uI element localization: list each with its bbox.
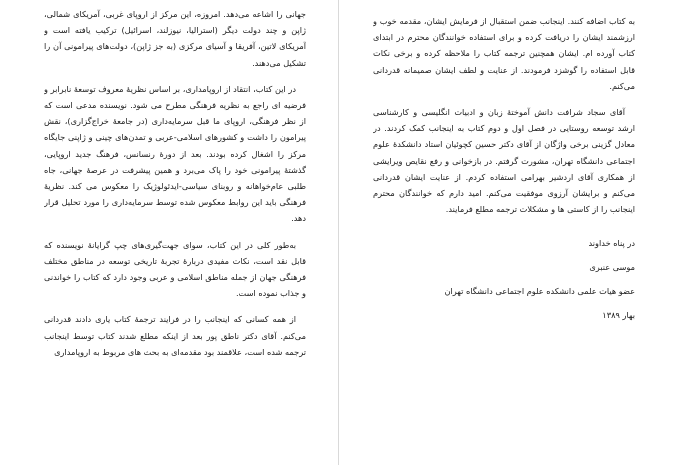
left-paragraph-3: به‌طور کلی در این کتاب، سوای جهت‌گیری‌های چپ گرایانهٔ نویسنده که قابل نقد است، نکات مفیدی دربارهٔ تجربهٔ تاریخی توسعه در مناطق مختلف فرهنگی جهان از جمله مناطق اسلامی و عربی وجود دارد که کتاب را خواندنی و جذاب نموده است.: [44, 239, 306, 299]
right-paragraph-2: آقای سجاد شرافت دانش آموختهٔ زبان و ادبیات انگلیسی و کارشناسی ارشد توسعه روستایی در فصل اول و دوم کتاب به اینجانب کمک کردند. در معادل گزینی برخی واژگان از آقای دکتر حسین کچوئیان استاد دانشکدهٔ علوم اجتماعی دانشگاه تهران، مشورت گرفتم. در بازخوانی و رفع نقایص ویرایشی از همکاری آقای اردشیر بهرامی استفاده کردم. از عنایت ایشان قدردانی می‌کنم و برایشان آرزوی موفقیت می‌کنم. امید دارم که خوانندگان محترم اینجانب را از کاستی ها و مشکلات ترجمه مطلع فرمایند.: [373, 107, 635, 215]
paragraph-gap: [44, 227, 306, 237]
left-page: [44, 0, 306, 465]
signature-name: موسی عنبری: [589, 262, 635, 273]
paragraph-gap: [44, 301, 306, 311]
right-page: [373, 0, 635, 465]
left-paragraph-1: جهانی را اشاعه می‌دهد. امروزه، این مرکز از اروپای غربی، آمریکای شمالی، ژاپن و چند دولت دیگر (استرالیا، نیوزلند، اسرائیل) ترکیب یافته است و آمریکای لاتین، آفریقا و آسیای مرکزی (به جز ژاپن)، دولت‌های پیرامونی آن را تشکیل می‌دهند.: [44, 9, 306, 68]
left-paragraph-4: از همه کسانی که اینجانب را در فرایند ترجمهٔ کتاب یاری دادند قدردانی می‌کنم. آقای دکتر ناطق پور بعد از اینکه مطلع شدند کتاب توسط اینجانب ترجمه شده است، علاقمند بود مقدمه‌ای به بحث های مربوط به اروپامداری: [44, 314, 306, 357]
signature-block: [373, 231, 635, 327]
paragraph-gap: [44, 71, 306, 81]
signature-blessing: در پناه خداوند: [588, 238, 635, 249]
signature-title: عضو هیات علمی دانشکده علوم اجتماعی دانشگاه تهران: [444, 286, 635, 297]
paragraph-gap: [373, 94, 635, 104]
left-paragraph-2: در این کتاب، انتقاد از اروپامداری، بر اساس نظریهٔ معروف توسعهٔ نابرابر و فرضیه ای راجع به نظریه فرهنگی مطرح می شود. نویسنده مدعی است که از نظر فرهنگی، اروپای ما قبل سرمایه‌داری (در جامعهٔ خراج‌گزاری)، نقش پیرامون را داشت و کشورهای اسلامی-عربی و تمدن‌های چینی و ژاپنی جایگاه مرکز را اشغال کرده بودند. بعد از دورهٔ رنسانس، فرهنگ جدید اروپایی، گذشتهٔ پیرامونی خود را پاک می‌برد و همین پیشرفت در عرصهٔ جهانی، جاه طلبی عام‌خواهانه و روبنای سیاسی-ایدئولوژیک را معکوس می کند. نظریهٔ فرهنگی باید این روابط معکوس شده توسط سرمایه‌داری را مورد تحلیل قرار دهد.: [44, 83, 306, 224]
signature-date: بهار ۱۳۸۹: [602, 310, 635, 321]
right-paragraph-1: به کتاب اضافه کنند. اینجانب ضمن استقبال از فرمایش ایشان، مقدمه خوب و ارزشمند ایشان را دریافت کرده و برای استفاده خوانندگان محترم در ابتدای کتاب آورده ام. ایشان همچنین ترجمه کتاب را ملاحظه کرده و برخی نکات قابل استفاده را گوشزد فرمودند. از عنایت و لطف ایشان صمیمانه قدردانی می‌کنم.: [373, 16, 635, 91]
page-gutter: [338, 0, 339, 465]
